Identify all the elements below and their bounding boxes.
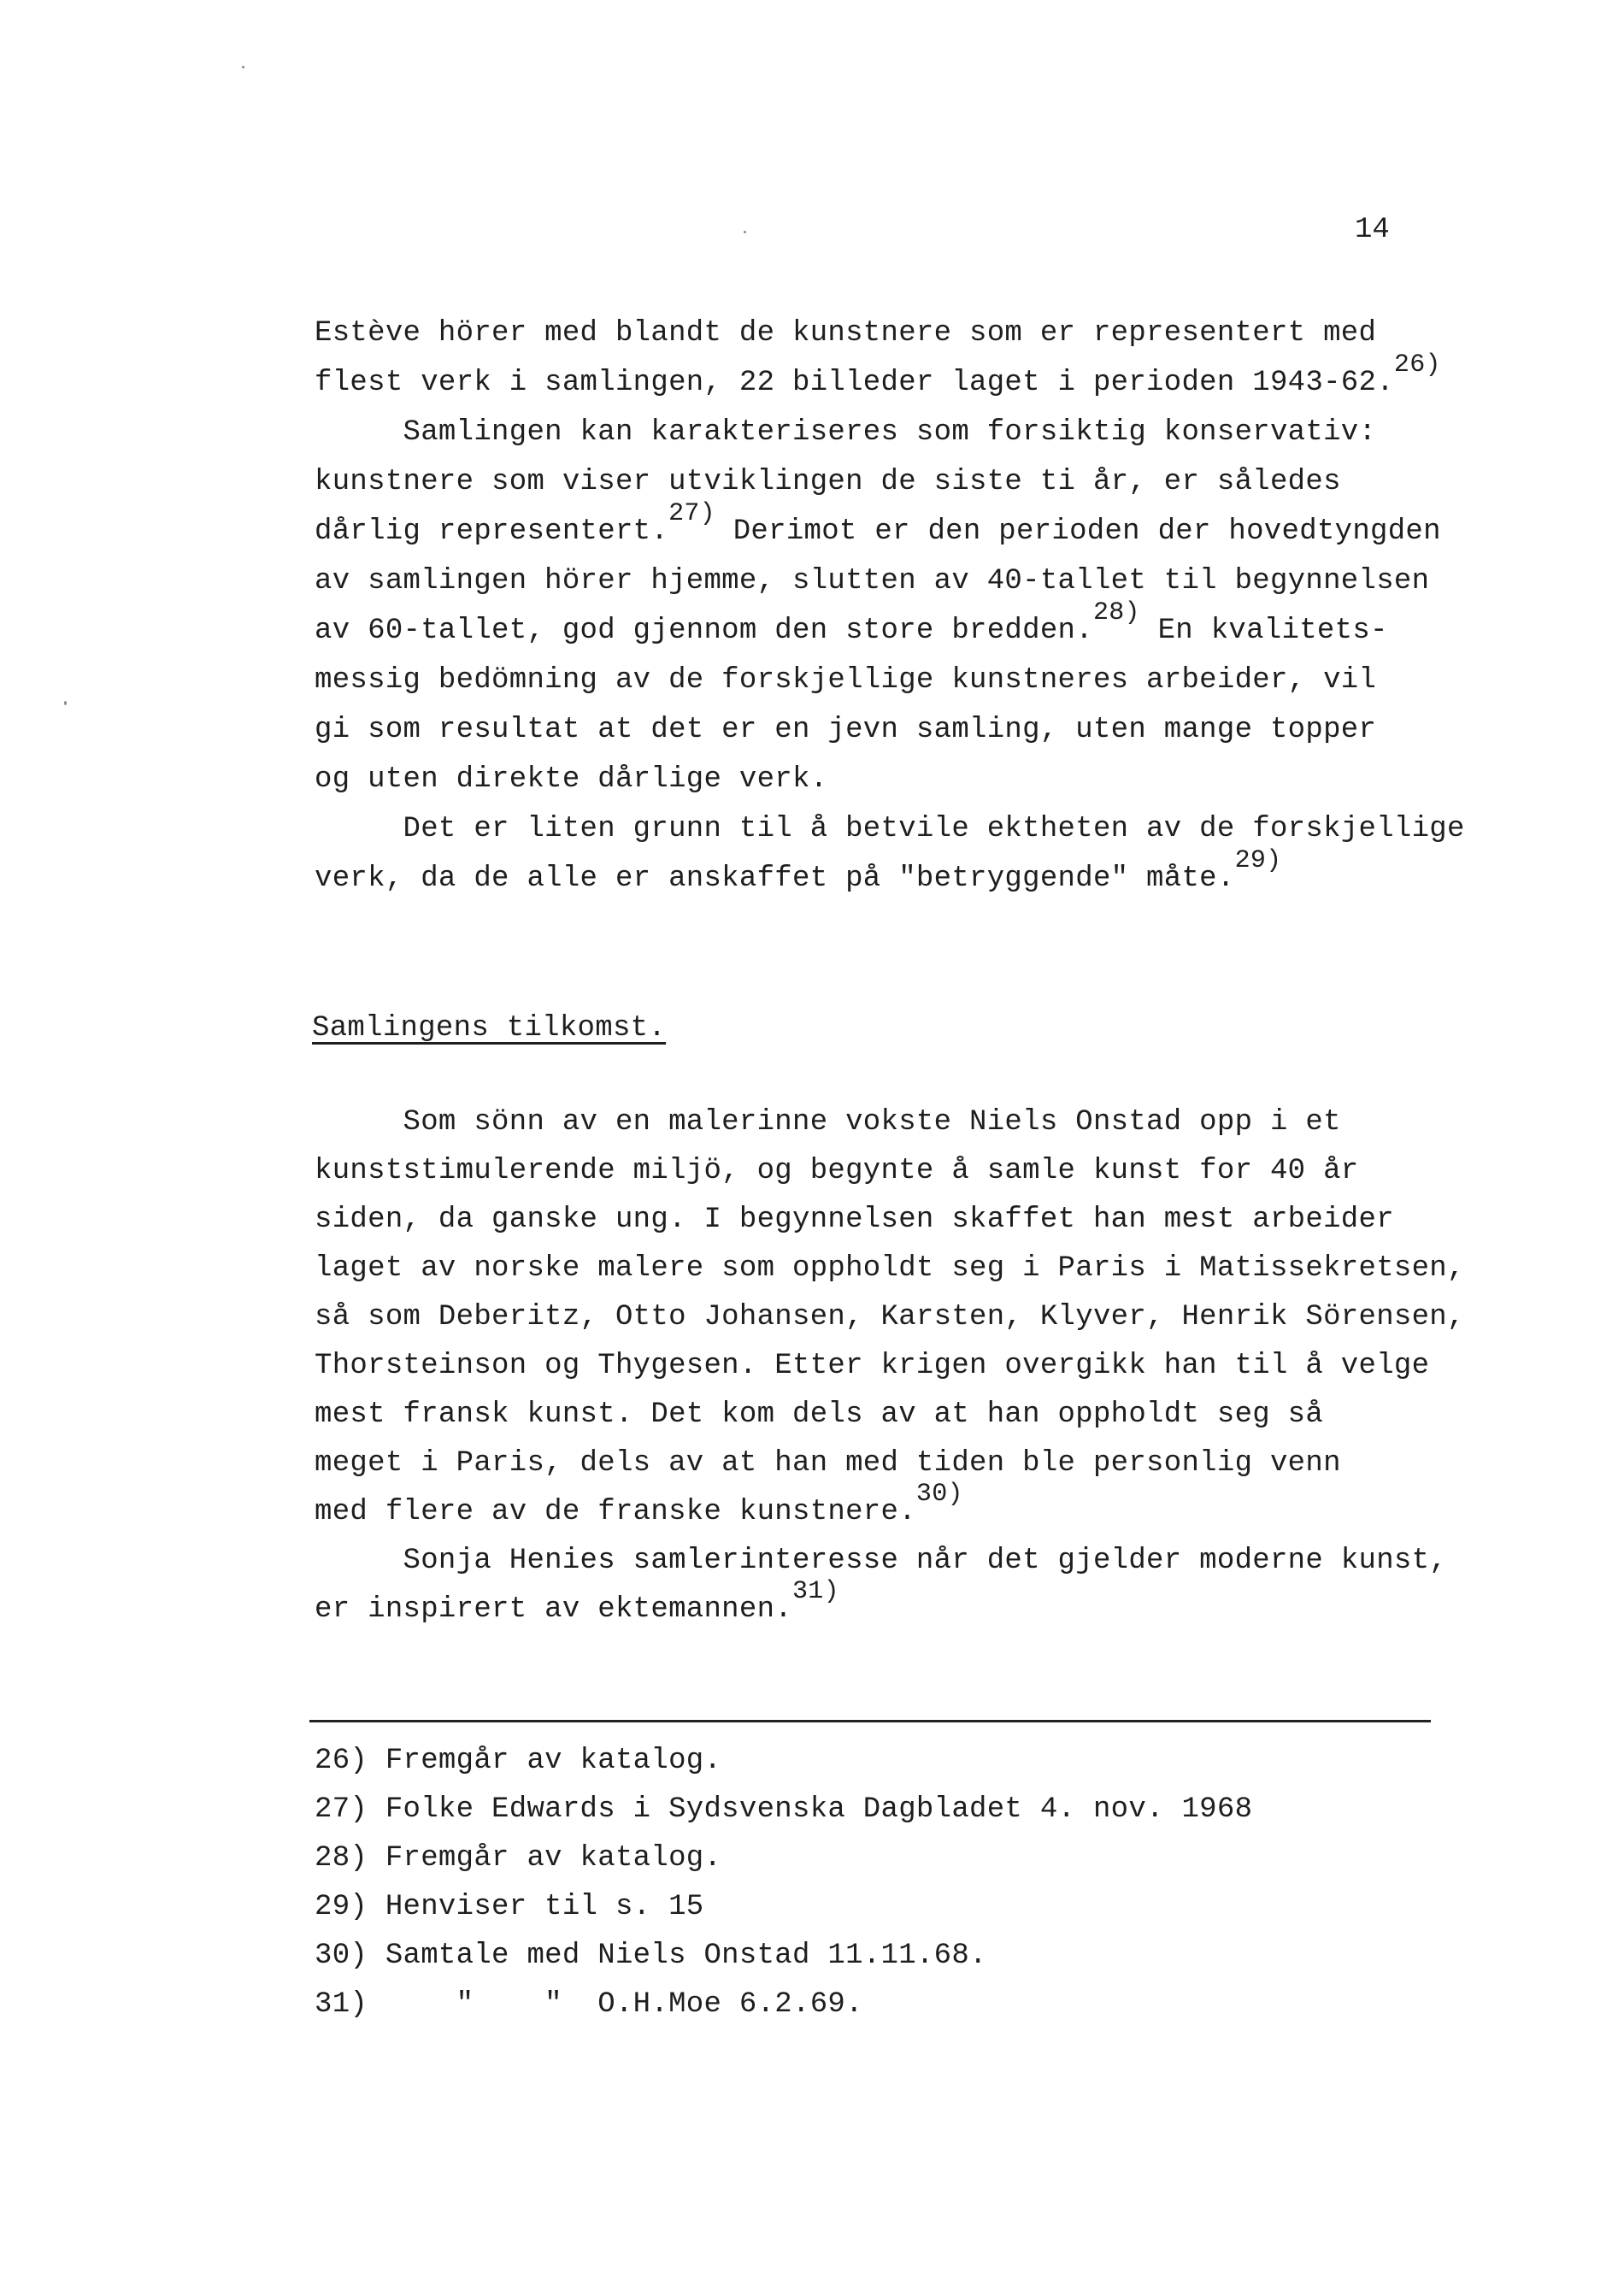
line-text: Det er liten grunn til å betvile ektheten av de forskjellige <box>315 813 1465 845</box>
line-text: meget i Paris, dels av at han med tiden ble personlig venn <box>315 1447 1341 1480</box>
line-text: 31) " " O.H.Moe 6.2.69. <box>315 1988 863 2021</box>
footnote-line <box>315 1793 1252 1827</box>
line-text: gi som resultat at det er en jevn samling, uten mange topper <box>315 714 1377 746</box>
text-line <box>315 1544 1447 1578</box>
text-line <box>315 1203 1394 1237</box>
line-text: Derimot er den perioden der hovedtyngden <box>715 515 1441 548</box>
line-text: 29) Henviser til s. 15 <box>315 1891 704 1923</box>
line-text: kunstnere som viser utviklingen de siste ti år, er således <box>315 466 1341 498</box>
line-text: Samlingen kan karakteriseres som forsiktig konservativ: <box>315 416 1377 449</box>
footnote-line <box>315 1841 721 1875</box>
footnote-reference: 30) <box>915 1480 963 1509</box>
text-line <box>315 713 1376 747</box>
footnote-separator <box>309 1720 1431 1722</box>
line-text: 27) Folke Edwards i Sydsvenska Dagbladet 4. nov. 1968 <box>315 1793 1253 1826</box>
line-text: Estève hörer med blandt de kunstnere som er representert med <box>315 317 1377 350</box>
footnote-line <box>315 1987 863 2022</box>
line-text: dårlig representert. <box>315 515 669 548</box>
footnote-line <box>315 1890 703 1924</box>
line-text: så som Deberitz, Otto Johansen, Karsten, Klyver, Henrik Sörensen, <box>315 1301 1465 1333</box>
text-line <box>315 1349 1429 1383</box>
text-line <box>315 316 1376 350</box>
line-text: flest verk i samlingen, 22 billeder laget i perioden 1943-62. <box>315 367 1394 399</box>
text-line <box>315 1154 1359 1188</box>
text-line <box>315 762 827 797</box>
line-text: messig bedömning av de forskjellige kunstneres arbeider, vil <box>315 664 1377 697</box>
footnote-reference: 28) <box>1092 598 1140 627</box>
footnote-reference: 31) <box>792 1577 839 1606</box>
text-line <box>315 1300 1465 1334</box>
footnote-reference: 29) <box>1234 846 1282 875</box>
text-line <box>315 1577 839 1628</box>
line-text: En kvalitets- <box>1139 615 1388 647</box>
line-text: av 60-tallet, god gjennom den store bredden. <box>315 615 1093 647</box>
footnote-reference: 27) <box>668 499 715 528</box>
line-text: 26) Fremgår av katalog. <box>315 1745 722 1777</box>
line-text: verk, da de alle er anskaffet på "betryggende" måte. <box>315 862 1235 895</box>
text-line <box>315 499 1441 550</box>
text-line <box>315 415 1376 450</box>
line-text: av samlingen hörer hjemme, slutten av 40-tallet til begynnelsen <box>315 565 1430 598</box>
line-text: Som sönn av en malerinne vokste Niels Onstad opp i et <box>315 1106 1341 1139</box>
page-number: 14 <box>1355 214 1390 246</box>
line-text: med flere av de franske kunstnere. <box>315 1496 916 1528</box>
line-text: Sonja Henies samlerinteresse når det gjelder moderne kunst, <box>315 1545 1448 1577</box>
text-line <box>315 1398 1323 1432</box>
line-text: er inspirert av ektemannen. <box>315 1593 792 1626</box>
scan-speck <box>744 231 746 233</box>
footnote-line <box>315 1939 987 1973</box>
text-line <box>315 350 1441 401</box>
text-line <box>315 846 1282 897</box>
text-line <box>315 465 1341 499</box>
line-text: siden, da ganske ung. I begynnelsen skaffet han mest arbeider <box>315 1204 1394 1236</box>
footnote-line <box>315 1744 721 1778</box>
text-line <box>315 598 1388 649</box>
line-text: 30) Samtale med Niels Onstad 11.11.68. <box>315 1940 987 1972</box>
scan-speck <box>242 66 244 68</box>
text-line <box>315 1480 963 1530</box>
text-line <box>315 663 1376 698</box>
footnote-reference: 26) <box>1393 350 1441 380</box>
line-text: kunststimulerende miljö, og begynte å samle kunst for 40 år <box>315 1155 1359 1187</box>
text-line <box>315 1105 1341 1139</box>
section-heading: Samlingens tilkomst. <box>312 1012 667 1045</box>
text-line <box>315 1446 1341 1481</box>
line-text: 28) Fremgår av katalog. <box>315 1842 722 1875</box>
line-text: og uten direkte dårlige verk. <box>315 763 828 796</box>
scan-speck <box>64 701 67 705</box>
text-line <box>315 564 1429 598</box>
text-line <box>315 1251 1465 1286</box>
line-text: mest fransk kunst. Det kom dels av at han oppholdt seg så <box>315 1398 1324 1431</box>
line-text: Thorsteinson og Thygesen. Etter krigen overgikk han til å velge <box>315 1350 1430 1382</box>
text-line <box>315 812 1465 846</box>
line-text: laget av norske malere som oppholdt seg i Paris i Matissekretsen, <box>315 1252 1465 1285</box>
